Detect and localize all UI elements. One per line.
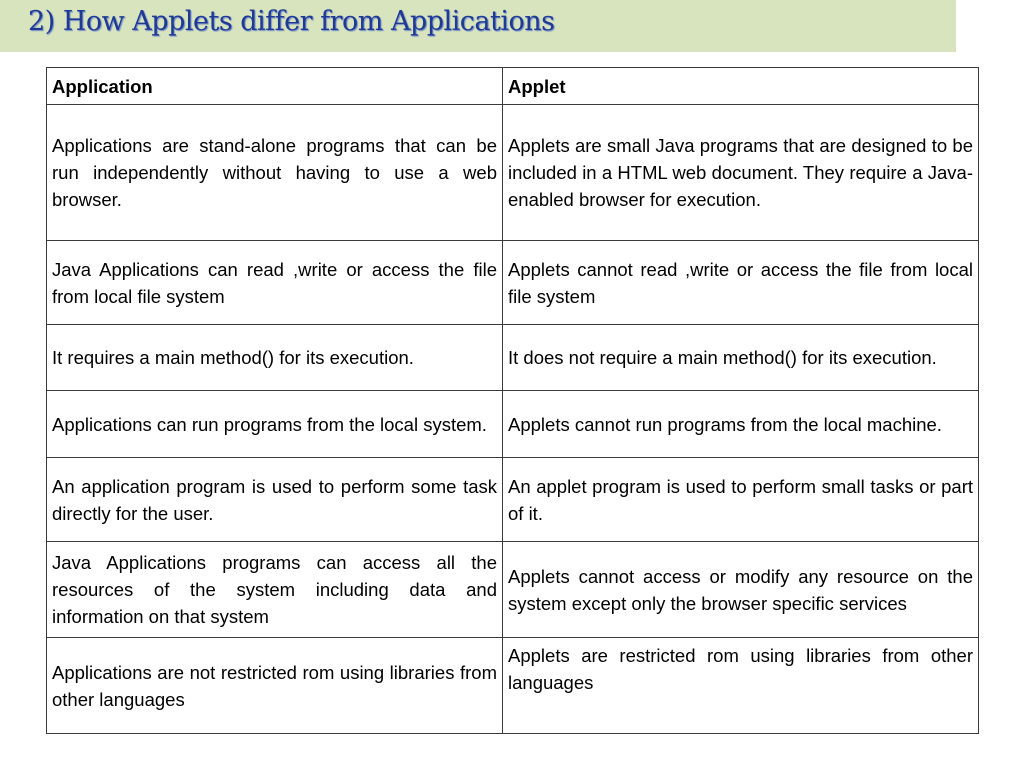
slide-title: 2) How Applets differ from Applications xyxy=(28,6,555,37)
title-bar xyxy=(0,0,956,52)
cell-application: Applications are not restricted rom using libraries from other languages xyxy=(47,638,503,734)
cell-applet: Applets cannot read ,write or access the file from local file system xyxy=(503,241,979,325)
cell-application: Java Applications can read ,write or access the file from local file system xyxy=(47,241,503,325)
table-row xyxy=(47,542,979,638)
cell-applet: An applet program is used to perform small tasks or part of it. xyxy=(503,458,979,542)
table-row xyxy=(47,391,979,458)
table-row xyxy=(47,105,979,241)
table-header-row xyxy=(47,68,979,105)
table-row xyxy=(47,241,979,325)
comparison-table xyxy=(46,67,979,734)
header-application: Application xyxy=(47,68,503,105)
cell-applet: Applets are restricted rom using libraries from other languages xyxy=(503,638,979,734)
cell-applet: Applets cannot access or modify any resource on the system except only the browser specific services xyxy=(503,542,979,638)
cell-application: Applications can run programs from the local system. xyxy=(47,391,503,458)
header-applet: Applet xyxy=(503,68,979,105)
cell-application: Java Applications programs can access all the resources of the system including data and information on that system xyxy=(47,542,503,638)
cell-applet: Applets are small Java programs that are designed to be included in a HTML web document. They require a Java-enabled browser for execution. xyxy=(503,105,979,241)
table-row xyxy=(47,325,979,391)
table-row xyxy=(47,638,979,734)
cell-application: An application program is used to perform some task directly for the user. xyxy=(47,458,503,542)
table-row xyxy=(47,458,979,542)
cell-applet: It does not require a main method() for its execution. xyxy=(503,325,979,391)
cell-applet: Applets cannot run programs from the local machine. xyxy=(503,391,979,458)
cell-application: It requires a main method() for its execution. xyxy=(47,325,503,391)
cell-application: Applications are stand-alone programs that can be run independently without having to use a web browser. xyxy=(47,105,503,241)
